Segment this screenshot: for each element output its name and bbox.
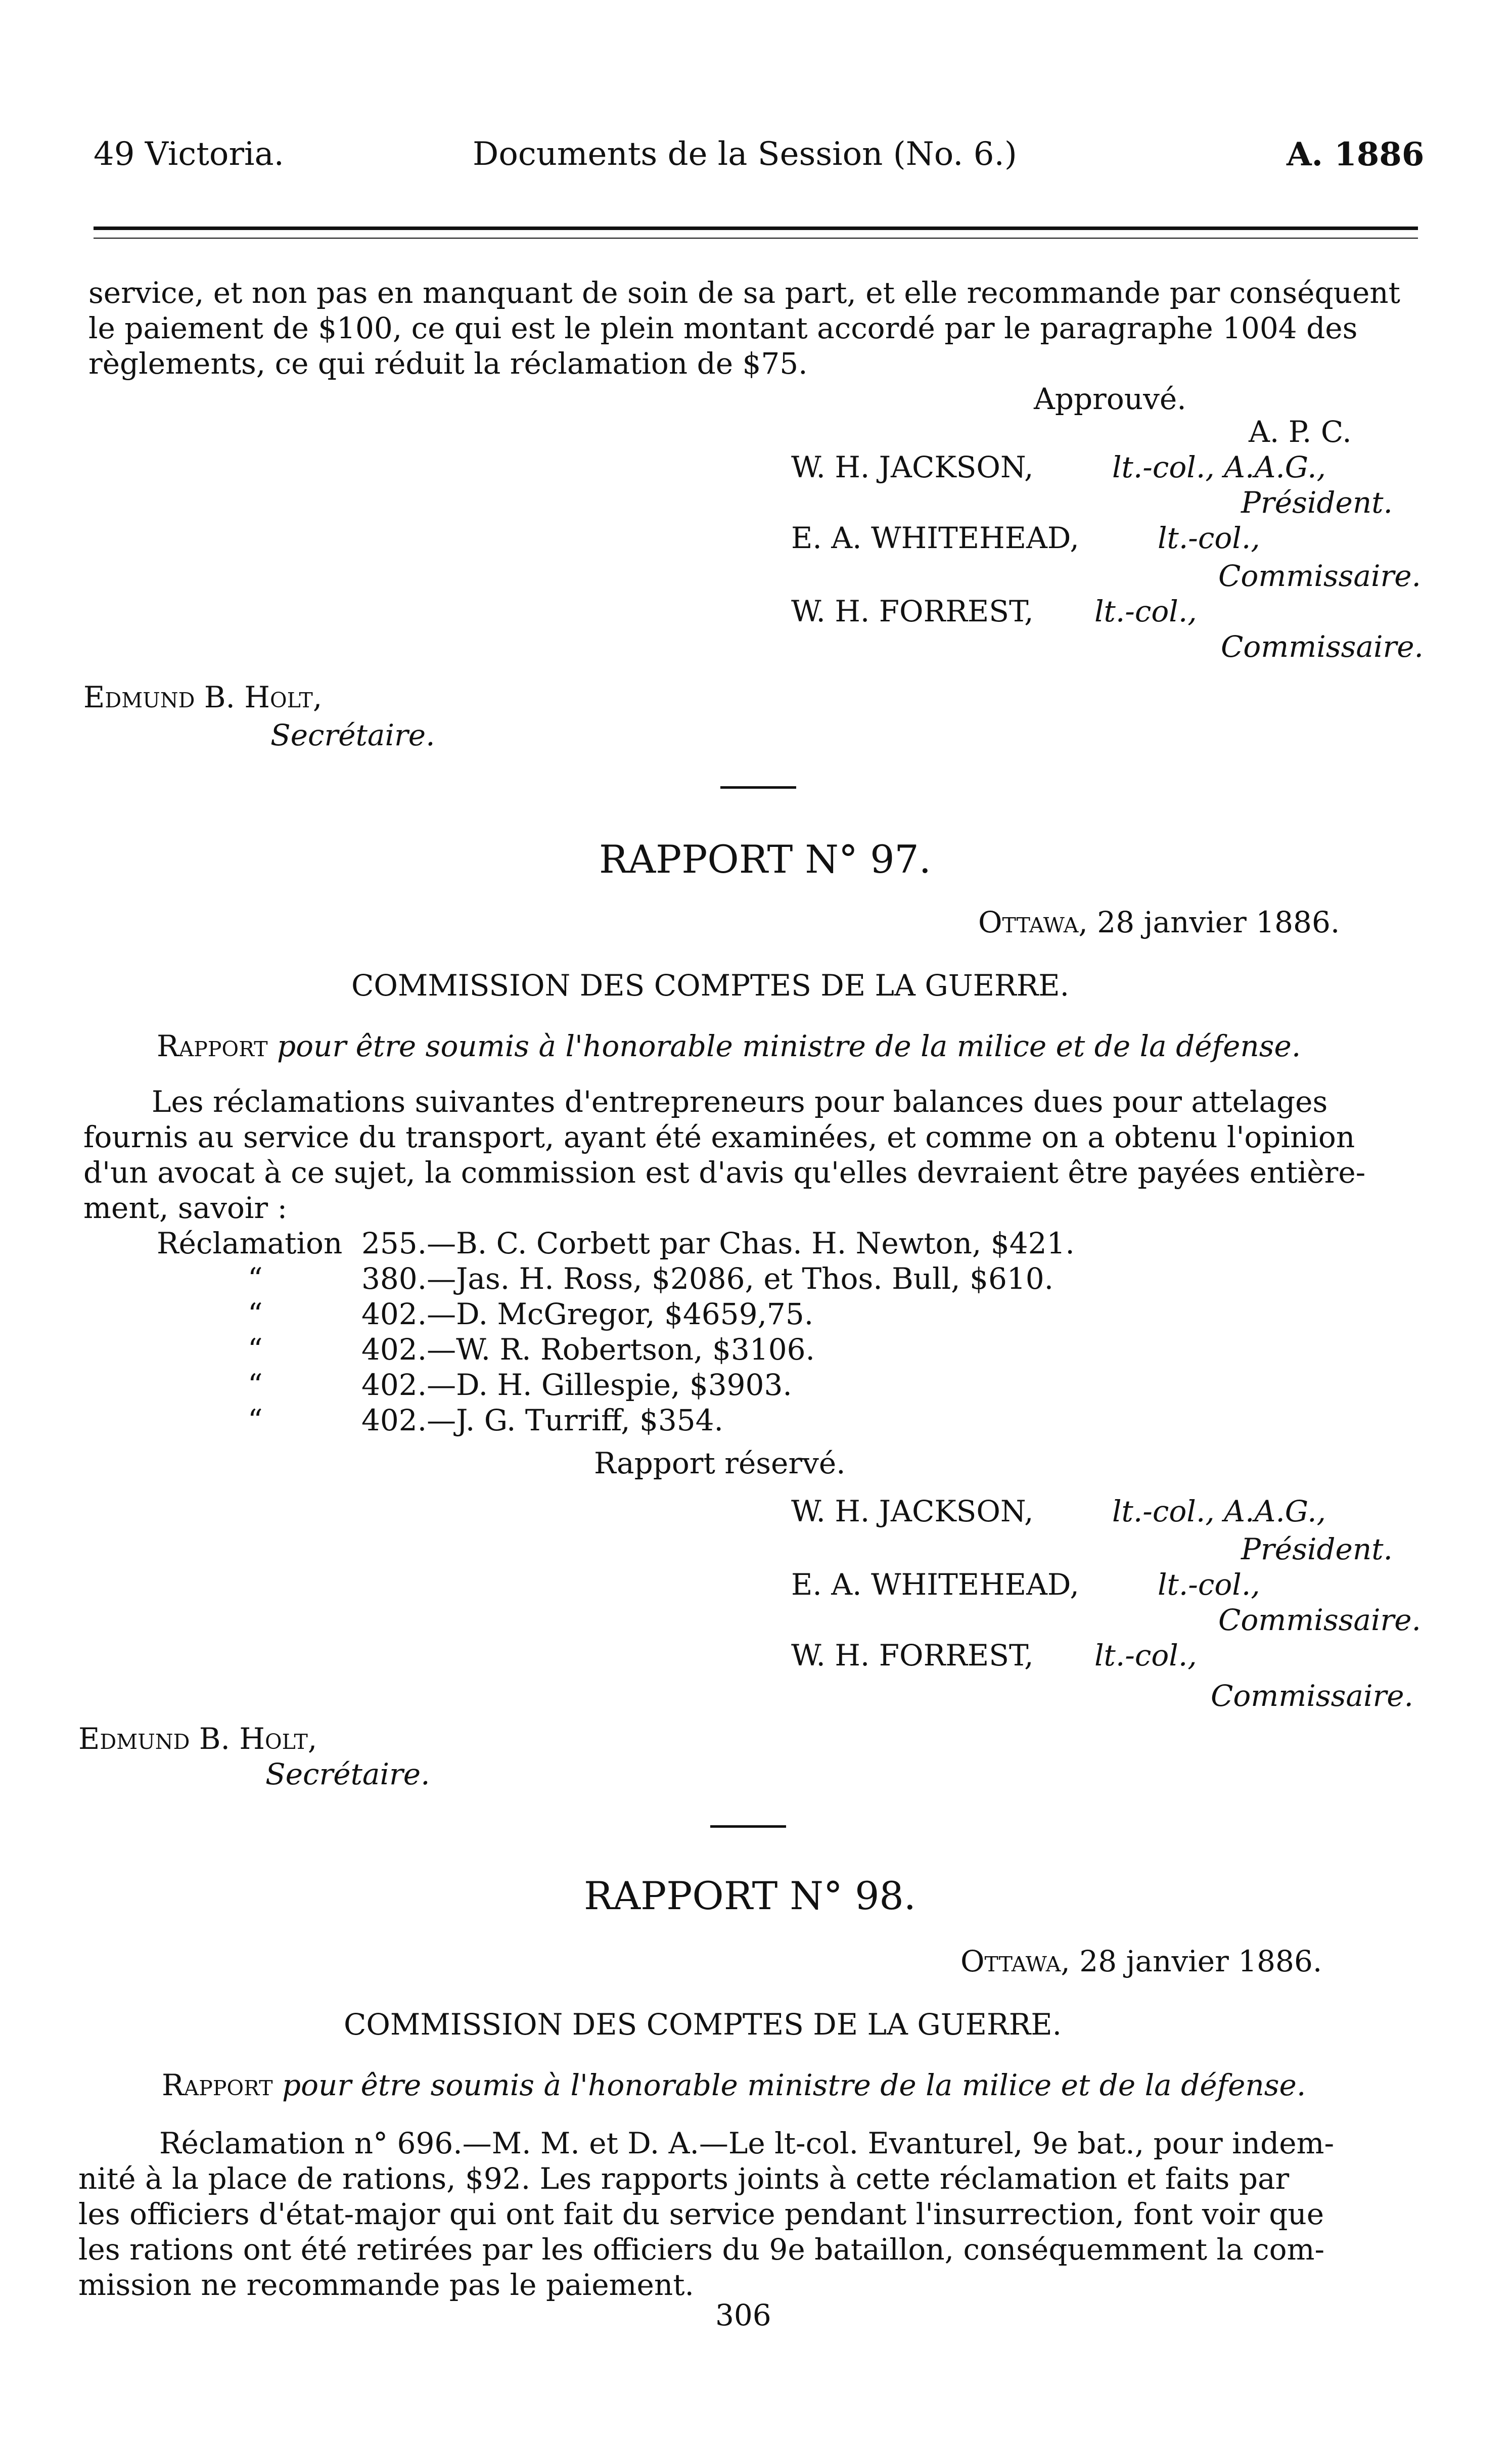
signature-rank: lt.-col., — [1158, 1567, 1260, 1602]
signature-rank: lt.-col., — [1158, 521, 1260, 555]
signature-name: E. A. WHITEHEAD, — [791, 1567, 1079, 1602]
subtitle-text: pour être soumis à l'honorable ministre de la milice et de la défense. — [277, 1029, 1301, 1063]
commission-heading: COMMISSION DES COMPTES DE LA GUERRE. — [351, 968, 1070, 1003]
claim-text: 380.—Jas. H. Ross, $2086, et Thos. Bull, $610. — [361, 1261, 1054, 1296]
approver-initials: A. P. C. — [1249, 415, 1352, 449]
claim-text: 402.—D. H. Gillespie, $3903. — [361, 1368, 792, 1402]
subtitle-text: pour être soumis à l'honorable ministre de la milice et de la défense. — [282, 2068, 1306, 2102]
commission-heading: COMMISSION DES COMPTES DE LA GUERRE. — [344, 2007, 1062, 2042]
header-rule-thick — [94, 227, 1418, 230]
body-line: nité à la place de rations, $92. Les rapports joints à cette réclamation et faits par — [78, 2161, 1290, 2196]
signature-rank: lt.-col., — [1094, 594, 1197, 628]
header-session-year: 49 Victoria. — [94, 136, 284, 173]
report-reserved-note: Rapport réservé. — [594, 1446, 846, 1480]
header-document-title: Documents de la Session (No. 6.) — [473, 136, 1017, 173]
signature-name: W. H. FORREST, — [791, 1638, 1034, 1673]
signature-rank: lt.-col., A.A.G., — [1112, 450, 1326, 484]
secretary-title: Secrétaire. — [265, 1757, 430, 1791]
report-subtitle — [157, 1029, 1301, 1063]
body-line: Réclamation n° 696.—M. M. et D. A.—Le lt-col. Evanturel, 9e bat., pour indem- — [159, 2126, 1335, 2160]
claim-prefix: “ — [248, 1403, 263, 1437]
report-place: Ottawa, — [960, 1944, 1070, 1978]
signature-role: Président. — [1241, 1532, 1393, 1566]
body-line: Les réclamations suivantes d'entrepreneurs pour balances dues pour attelages — [152, 1085, 1328, 1119]
body-line: mission ne recommande pas le paiement. — [78, 2268, 694, 2302]
signature-role: Président. — [1241, 485, 1393, 520]
signature-role: Commissaire. — [1218, 1603, 1421, 1637]
body-line: les officiers d'état-major qui ont fait du service pendant l'insurrection, font voir que — [78, 2197, 1324, 2231]
subtitle-prefix: Rapport — [157, 1029, 268, 1063]
claim-prefix: “ — [248, 1297, 263, 1331]
report-dateline — [960, 1944, 1322, 1978]
body-line: ment, savoir : — [83, 1191, 288, 1225]
secretary-name: Edmund B. Holt, — [83, 680, 323, 714]
page-number: 306 — [715, 2298, 771, 2332]
signature-name: W. H. FORREST, — [791, 594, 1034, 628]
signature-role: Commissaire. — [1218, 559, 1421, 593]
report-dateline — [978, 905, 1340, 939]
report-title: RAPPORT N° 98. — [584, 1873, 916, 1918]
claim-prefix: “ — [248, 1332, 263, 1367]
claim-text: 402.—D. McGregor, $4659,75. — [361, 1297, 814, 1331]
header-rule-thin — [94, 238, 1418, 239]
signature-name: W. H. JACKSON, — [791, 450, 1034, 484]
secretary-title: Secrétaire. — [270, 718, 435, 752]
report-date: 28 janvier 1886. — [1097, 905, 1340, 939]
intro-line-2: le paiement de $100, ce qui est le plein montant accordé par le paragraphe 1004 des — [88, 311, 1358, 345]
signature-role: Commissaire. — [1211, 1679, 1413, 1713]
report-subtitle — [162, 2068, 1306, 2102]
signature-name: E. A. WHITEHEAD, — [791, 521, 1079, 555]
approved-label: Approuvé. — [1034, 382, 1186, 416]
subtitle-prefix: Rapport — [162, 2068, 273, 2102]
section-divider — [720, 786, 796, 789]
intro-line-3: règlements, ce qui réduit la réclamation de $75. — [88, 346, 808, 381]
body-line: d'un avocat à ce sujet, la commission est d'avis qu'elles devraient être payées entière- — [83, 1155, 1366, 1190]
body-line: les rations ont été retirées par les officiers du 9e bataillon, conséquemment la com- — [78, 2232, 1325, 2267]
report-place: Ottawa, — [978, 905, 1088, 939]
claim-text: 402.—W. R. Robertson, $3106. — [361, 1332, 815, 1367]
secretary-name: Edmund B. Holt, — [78, 1722, 317, 1756]
claim-prefix: “ — [248, 1261, 263, 1296]
claim-prefix: Réclamation — [157, 1226, 343, 1260]
header-year: A. 1886 — [1287, 136, 1425, 173]
intro-line-1: service, et non pas en manquant de soin de sa part, et elle recommande par conséquent — [88, 276, 1400, 310]
report-title: RAPPORT N° 97. — [599, 837, 931, 882]
claim-text: 255.—B. C. Corbett par Chas. H. Newton, $421. — [361, 1226, 1075, 1260]
signature-name: W. H. JACKSON, — [791, 1494, 1034, 1528]
claim-text: 402.—J. G. Turriff, $354. — [361, 1403, 723, 1437]
signature-role: Commissaire. — [1221, 629, 1424, 664]
report-date: 28 janvier 1886. — [1079, 1944, 1322, 1978]
signature-rank: lt.-col., — [1094, 1638, 1197, 1673]
claim-prefix: “ — [248, 1368, 263, 1402]
section-divider — [710, 1825, 786, 1828]
body-line: fournis au service du transport, ayant été examinées, et comme on a obtenu l'opinion — [83, 1120, 1355, 1154]
signature-rank: lt.-col., A.A.G., — [1112, 1494, 1326, 1528]
